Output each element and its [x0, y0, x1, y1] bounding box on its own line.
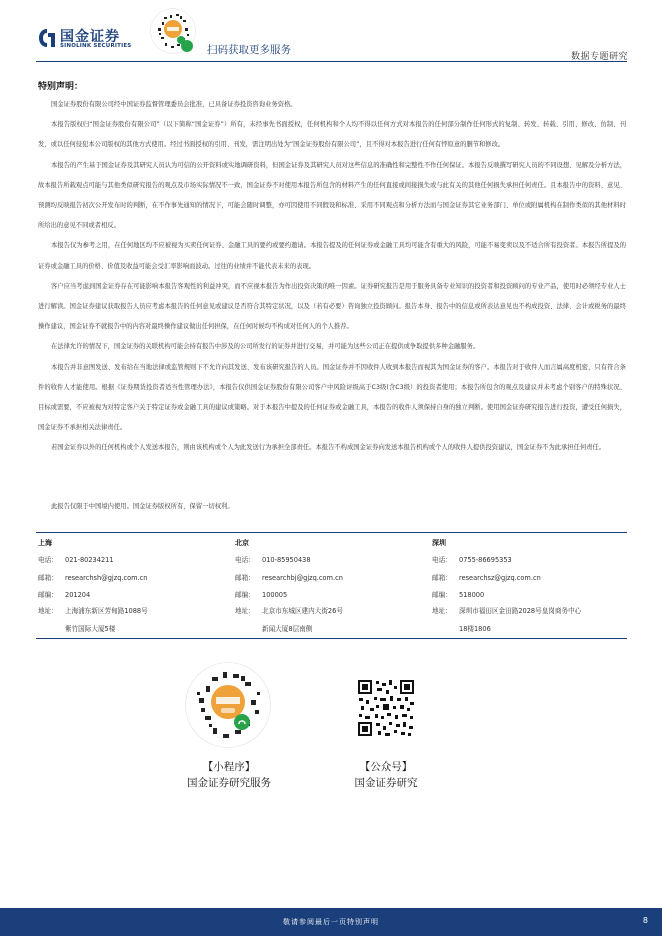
- office-email[interactable]: 邮箱： researchsz@gjzq.com.cn: [432, 574, 541, 582]
- report-category-label: 数据专题研究: [570, 52, 628, 62]
- official-account-name: 国金证券研究: [354, 777, 418, 789]
- official-account-qr-icon[interactable]: [356, 678, 416, 738]
- office-zip: 邮编： 100005: [235, 591, 288, 599]
- office-address: 地址： 深圳市福田区金田路2028号皇岗商务中心: [432, 607, 582, 615]
- disclaimer-paragraph: 客户应当考虑到国金证券存在可能影响本报告客观性的利益冲突，而不应视本报告为作出投资决策的唯一因素。证券研究报告是用于服务具备专业知识的投资者和投资顾问的专业产品，使用时必须经专业人士进行解读。国金证券建议获取报告人员应考虑本报告的任何意见或建议是否符合其特定状况，以及（若有必要）咨询独立投资顾问。报告本身、报告中的信息或所表达意见也不构成投资、法律、会计或税务的最终操作建议，国金证券不就报告中的内容对最终操作建议做出任何担保，在任何时候均不构成对任何人的个人推荐。: [38, 282, 626, 331]
- disclaimer-paragraph: 本报告并非意图发送、发布给在当地法律或监管规则下不允许向其发送、发布该研究报告的人员。国金证券并不因收件人收到本报告而视其为国金证券的客户。本报告对于收件人而言属高度机密，只有符合条件的收件人才能使用。根据《证券期货投资者适当性管理办法》，本报告仅供国金证券股份有限公司客户中风险评级高于C3级(含C3级）的投资者使用；本报告所包含的观点及建议并未考虑个别客户的特殊状况、目标或需要，不应被视为对特定客户关于特定证券或金融工具的建议或策略。对于本报告中提及的任何证券或金融工具，本报告的收件人须保持自身的独立判断。使用国金证券研究报告进行投资，遭受任何损失，国金证券不承担相关法律责任。: [38, 363, 626, 432]
- scan-icon: [181, 40, 193, 52]
- page-number: 8: [642, 916, 648, 925]
- office-address: 地址： 北京市东城区建内大街26号: [235, 607, 343, 615]
- office-city: 北京: [235, 539, 249, 547]
- company-logo: [38, 26, 138, 52]
- mini-program-qr-icon[interactable]: [185, 662, 271, 748]
- office-email[interactable]: 邮箱： researchbj@gjzq.com.cn: [235, 574, 343, 582]
- disclaimer-paragraph: 国金证券股份有限公司经中国证券监督管理委员会批准，已具备证券投资咨询业务资格。: [51, 101, 297, 108]
- office-zip: 邮编： 201204: [38, 591, 91, 599]
- header-divider: [36, 61, 627, 62]
- disclaimer-title: 特别声明：: [38, 82, 84, 92]
- copyright-note: 此报告仅限于中国境内使用。国金证券版权所有，保留一切权利。: [51, 503, 234, 510]
- office-phone: 电话： 021-80234211: [38, 556, 114, 564]
- disclaimer-paragraph: 本报告仅为参考之用，在任何地区均不应被视为买卖任何证券、金融工具的要约或要约邀请。本报告提及的任何证券或金融工具均可能含有重大的风险，可能不易变卖以及不适合所有投资者。本报告所提及的证券或金融工具的价格、价值及收益可能会受汇率影响而波动。过往的业绩并不能代表未来的表现。: [38, 242, 626, 270]
- office-contacts-table: [36, 532, 627, 639]
- office-shenzhen: [430, 533, 627, 638]
- office-phone: 电话： 010-85950438: [235, 556, 311, 564]
- mini-program-name: 国金证券研究服务: [187, 777, 271, 789]
- office-beijing: [233, 533, 430, 638]
- disclaimer-paragraph: 若国金证券以外的任何机构或个人发送本报告，则由该机构或个人为此发送行为承担全部责任。本报告不构成国金证券向发送本报告机构或个人的收件人提供投资建议，国金证券不为此承担任何责任。: [51, 444, 606, 452]
- office-phone: 电话： 0755-86695353: [432, 556, 512, 564]
- office-zip: 邮编： 518000: [432, 591, 485, 599]
- office-address: 地址： 上海浦东新区芳甸路1088号: [38, 607, 148, 615]
- logo-name-en: SINOLINK SECURITIES: [60, 43, 132, 49]
- office-city: 上海: [38, 539, 52, 547]
- mini-program-label: 【小程序】: [202, 761, 256, 773]
- logo-mark-icon: [38, 28, 56, 48]
- office-email[interactable]: 邮箱： researchsh@gjzq.com.cn: [38, 574, 148, 582]
- office-address-cont: 18楼1806: [459, 625, 491, 633]
- scan-for-services-text[interactable]: 扫码获取更多服务: [207, 44, 291, 56]
- logo-name-cn: 国金证券: [60, 29, 120, 45]
- disclaimer-paragraph: 本报告的产生基于国金证券及其研究人员认为可信的公开资料或实地调研资料，但国金证券及其研究人员对这些信息的准确性和完整性不作任何保证。本报告反映撰写研究人员的不同设想、见解及分析方法，故本报告所载观点可能与其他类似研究报告的观点及市场实际情况不一致，国金证券不对使用本报告所包含的材料产生的任何直接或间接损失或与此有关的其他任何损失承担任何责任。且本报告中的资料、意见、预测均反映报告初次公开发布时的判断，在不作事先通知的情况下，可能会随时调整，亦可因使用不同假设和标准、采用不同观点和分析方法而与国金证券其它业务部门、单位或附属机构在制作类似的其他材料时所给出的意见不同或者相反。: [38, 161, 626, 230]
- disclaimer-paragraph: 本报告版权归“国金证券股份有限公司”（以下简称“国金证券”）所有，未经事先书面授权，任何机构和个人均不得以任何方式对本报告的任何部分制作任何形式的复制、转发、转载、引用、修改、仿制、刊发，或以任何侵犯本公司版权的其他方式使用。经过书面授权的引用、刊发，需注明出处为“国金证券股份有限公司”，且不得对本报告进行任何有悖原意的删节和修改。: [38, 121, 626, 149]
- disclaimer-body: [38, 95, 626, 459]
- disclaimer-paragraph: 在法律允许的情况下，国金证券的关联机构可能会持有报告中涉及的公司所发行的证券并进行交易，并可能为这些公司正在提供或争取提供多种金融服务。: [51, 343, 480, 351]
- office-shanghai: [36, 533, 233, 638]
- official-account-label: 【公众号】: [359, 761, 413, 773]
- office-address-cont: 新闻大厦8层南侧: [262, 625, 313, 633]
- office-city: 深圳: [432, 539, 446, 547]
- office-address-cont: 紫竹国际大厦5楼: [65, 625, 116, 633]
- footer-notice: 敬请参阅最后一页特别声明: [283, 918, 379, 926]
